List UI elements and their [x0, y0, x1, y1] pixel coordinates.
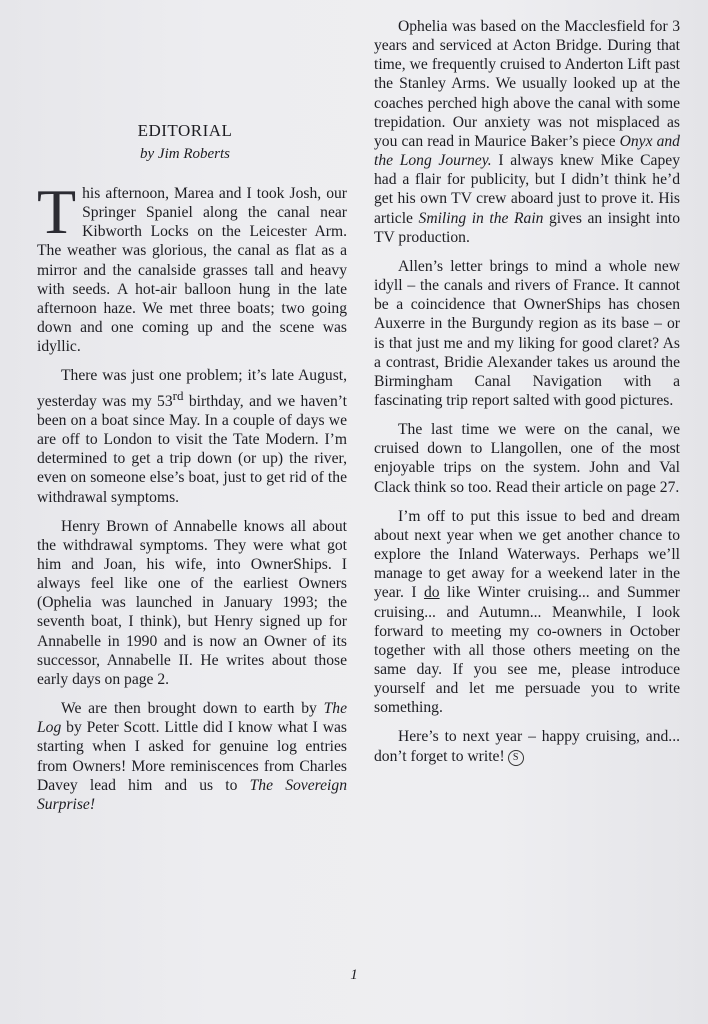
emphasis-word: do	[424, 584, 440, 602]
paragraph-text: I always knew Mike Capey had a flair for publicity, but I didn’t think he’d get his own TV crew aboard just to prove it. His article	[374, 152, 680, 227]
right-column	[374, 17, 680, 766]
paragraph-text: Here’s to next year – happy cruising, and... don’t forget to write!	[374, 728, 680, 765]
paragraph: The last time we were on the canal, we cruised down to Llangollen, one of the most enjoyable trips on the system. John and Val Clack think so too. Read their article on page 27.	[374, 421, 680, 496]
paragraph-text: I’m off to put this issue to bed and dream about next year when we get another chance to explore the Inland Waterways. Perhaps we’ll manage to get away for a weekend later in the year. I	[374, 507, 680, 602]
paragraph	[37, 366, 347, 506]
paragraph-text: his afternoon, Marea and I took Josh, our Springer Spaniel along the canal near Kibworth Locks on the Leicester Arm. The weather was glorious, the canal as flat as a mirror and the canalside grasses tall and heavy with seeds. A hot-air balloon hung in the late afternoon haze. We met three boats; two going down and one coming up and the scene was idyllic.	[37, 185, 347, 356]
paragraph-text: like Winter cruising... and Summer cruising... and Autumn... Meanwhile, I look forward to meeting my co-owners in October together with all those others meeting on the same day. If you see me, please introduce yourself and let me persuade you to write something.	[374, 584, 680, 717]
paragraph-text: by Peter Scott. Little did I know what I was starting when I asked for genuine log entries from Owners! More reminiscences from Charles Davey lead him and us to	[37, 719, 347, 794]
author-byline: by Jim Roberts	[140, 146, 230, 162]
article-title: Smiling in the Rain	[418, 209, 544, 227]
paragraph	[37, 699, 347, 814]
ordinal-suffix: rd	[172, 387, 184, 403]
drop-cap: T	[37, 176, 77, 247]
paragraph-text: birthday, and we haven’t been on a boat since May. In a couple of days we are off to London to visit the Tate Modern. I’m determined to get a trip down (or up) the river, even on someone else’s boat, just to get rid of the withdrawal symptoms.	[37, 392, 347, 506]
paragraph	[374, 507, 680, 718]
article-title: The Log	[37, 700, 347, 737]
paragraph: Henry Brown of Annabelle knows all about the withdrawal symptoms. They were what got him and Joan, his wife, into OwnerShips. I always feel like one of the earliest Owners (Ophelia was launched in January 1993; the seventh boat, I think), but Henry signed up for Annabelle in 1990 and is now an Owner of its successor, Annabelle II. He writes about those early days on page 2.	[37, 517, 347, 688]
article-title: The Sovereign Surprise!	[37, 776, 347, 813]
editorial-title: EDITORIAL	[137, 121, 233, 140]
paragraph-text: We are then brought down to earth by	[61, 700, 324, 718]
paragraph-text: There was just one problem; it’s late August, yesterday was my 53	[37, 367, 347, 410]
paragraph	[374, 17, 680, 247]
article-title: Onyx and the Long Journey.	[374, 132, 680, 170]
end-mark-icon: S	[508, 750, 524, 766]
page-number: 1	[350, 967, 358, 983]
paragraph	[374, 727, 680, 765]
paragraph	[37, 176, 347, 356]
left-column	[37, 176, 347, 814]
paragraph-text: Ophelia was based on the Macclesfield for 3 years and serviced at Acton Bridge. During that time, we frequently cruised to Anderton Lift past the Stanley Arms. We usually looked up at the coaches perched high above the canal with some trepidation. Our anxiety was not misplaced as you can read in Maurice Baker’s piece	[374, 18, 680, 150]
paragraph: Allen’s letter brings to mind a whole new idyll – the canals and rivers of France. It cannot be a coincidence that OwnerShips has chosen Auxerre in the Burgundy region as its base – or is that just me and my liking for good claret? As a contrast, Bridie Alexander takes us around the Birmingham Canal Navigation with a fascinating trip report salted with good pictures.	[374, 257, 680, 409]
paragraph-text: gives an insight into TV production.	[374, 209, 680, 246]
